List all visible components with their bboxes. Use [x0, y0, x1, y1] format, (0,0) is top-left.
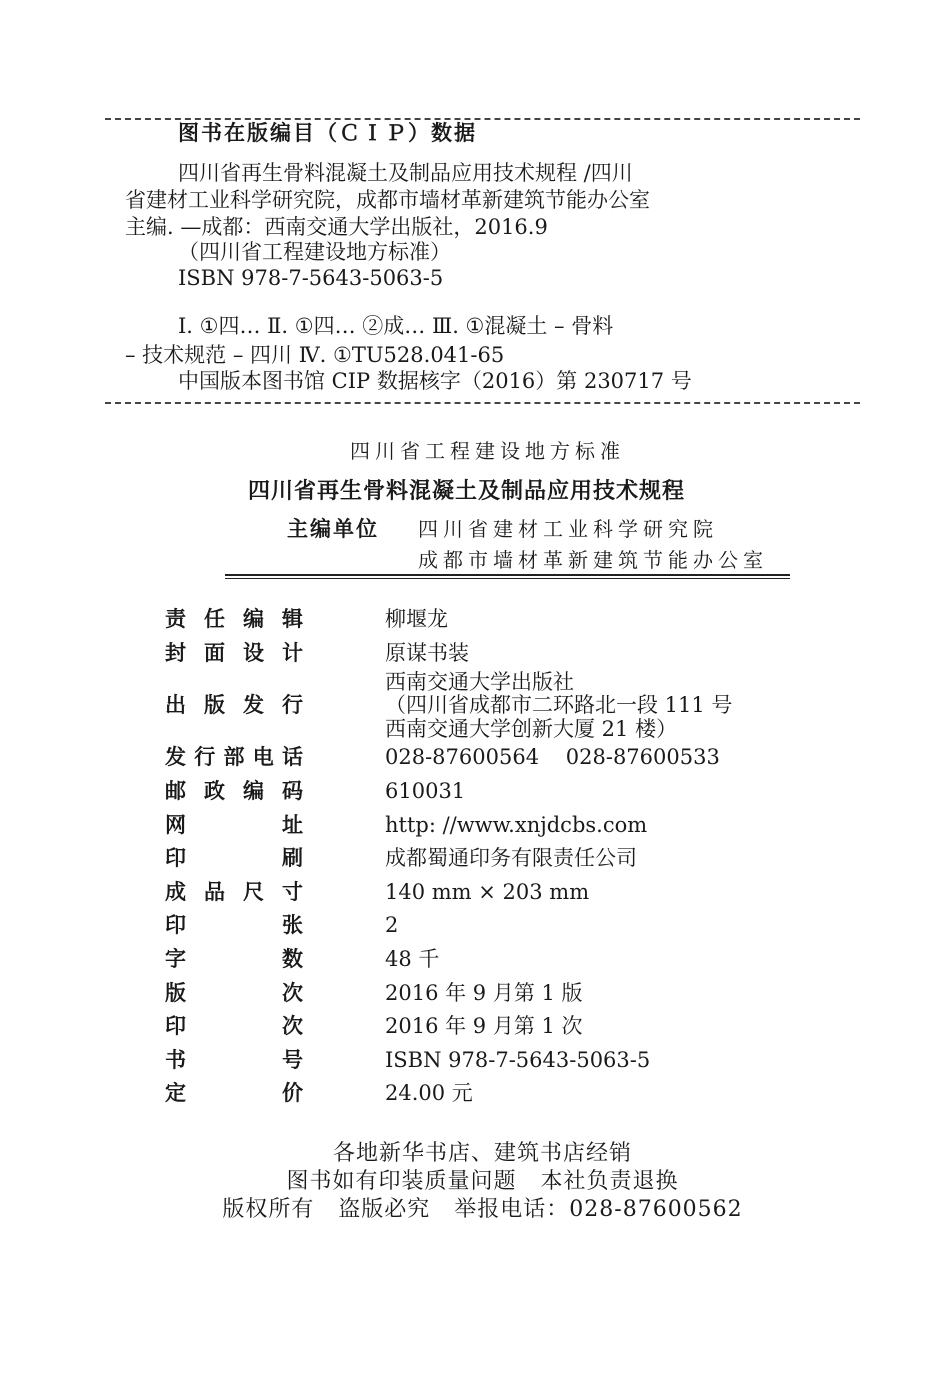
- label-size: 成品尺寸: [165, 879, 303, 904]
- cip-line: 省建材工业科学研究院，成都市墙材革新建筑节能办公室: [125, 188, 650, 212]
- label-printer: 印刷: [165, 845, 303, 870]
- footer-distribution: 各地新华书店、建筑书店经销: [332, 1141, 632, 1166]
- label-postcode: 邮政编码: [165, 778, 303, 803]
- editor-label: 主编单位: [287, 516, 379, 541]
- cip-line: 四川省再生骨料混凝土及制品应用技术规程 /四川: [178, 161, 633, 185]
- value-book-number: ISBN 978-7-5643-5063-5: [385, 1048, 651, 1072]
- label-cover-design: 封面设计: [165, 640, 303, 665]
- cip-line: 中国版本图书馆 CIP 数据核字（2016）第 230717 号: [178, 369, 692, 393]
- title-rule: [225, 574, 790, 576]
- value-edition: 2016 年 9 月第 1 版: [385, 981, 583, 1005]
- label-sheets: 印张: [165, 912, 303, 937]
- publisher-name: 西南交通大学出版社: [385, 670, 574, 694]
- footer-copyright: 版权所有 盗版必究 举报电话：028-87600562: [222, 1197, 743, 1222]
- editor-unit-2: 成都市墙材革新建筑节能办公室: [418, 548, 768, 572]
- value-sheets: 2: [385, 913, 399, 937]
- cip-bottom-divider: [105, 402, 860, 404]
- cip-line: ISBN 978-7-5643-5063-5: [178, 266, 444, 290]
- footer-quality: 图书如有印装质量问题 本社负责退换: [286, 1169, 679, 1194]
- editor-unit-1: 四川省建材工业科学研究院: [418, 517, 718, 541]
- cip-line: （四川省工程建设地方标准）: [178, 240, 451, 264]
- value-publisher-address: （四川省成都市二环路北一段 111 号: [385, 693, 733, 717]
- cip-line: – 技术规范 – 四川 Ⅳ. ①TU528.041-65: [125, 343, 505, 367]
- label-word-count: 字数: [165, 946, 303, 971]
- label-editor-in-charge: 责任编辑: [165, 606, 303, 631]
- label-website: 网址: [165, 812, 303, 837]
- value-phone: 028-87600564 028-87600533: [385, 745, 720, 769]
- cip-line: 主编. —成都：西南交通大学出版社，2016.9: [125, 215, 548, 239]
- value-cover-design: 原谋书装: [385, 641, 469, 665]
- value-website: http: //www.xnjdcbs.com: [385, 813, 648, 837]
- label-edition: 版次: [165, 980, 303, 1005]
- label-price: 定价: [165, 1080, 303, 1105]
- cip-line: Ⅰ. ①四… Ⅱ. ①四… ②成… Ⅲ. ①混凝土 – 骨料: [178, 314, 614, 338]
- value-printer: 成都蜀通印务有限责任公司: [385, 846, 637, 870]
- label-publisher: 出版发行: [165, 692, 303, 717]
- value-impression: 2016 年 9 月第 1 次: [385, 1014, 583, 1038]
- label-book-number: 书号: [165, 1047, 303, 1072]
- publisher-building: 西南交通大学创新大厦 21 楼）: [385, 717, 678, 741]
- title-rule-thin: [225, 578, 790, 579]
- book-title: 四川省再生骨料混凝土及制品应用技术规程: [248, 478, 686, 504]
- value-word-count: 48 千: [385, 947, 440, 971]
- value-editor-in-charge: 柳堰龙: [385, 607, 448, 631]
- label-phone: 发行部电话: [165, 744, 303, 769]
- value-size: 140 mm × 203 mm: [385, 880, 590, 904]
- label-impression: 印次: [165, 1013, 303, 1038]
- value-price: 24.00 元: [385, 1081, 473, 1105]
- series-name: 四川省工程建设地方标准: [350, 439, 625, 463]
- value-postcode: 610031: [385, 779, 466, 803]
- cip-header: 图书在版编目（ＣＩＰ）数据: [178, 120, 477, 145]
